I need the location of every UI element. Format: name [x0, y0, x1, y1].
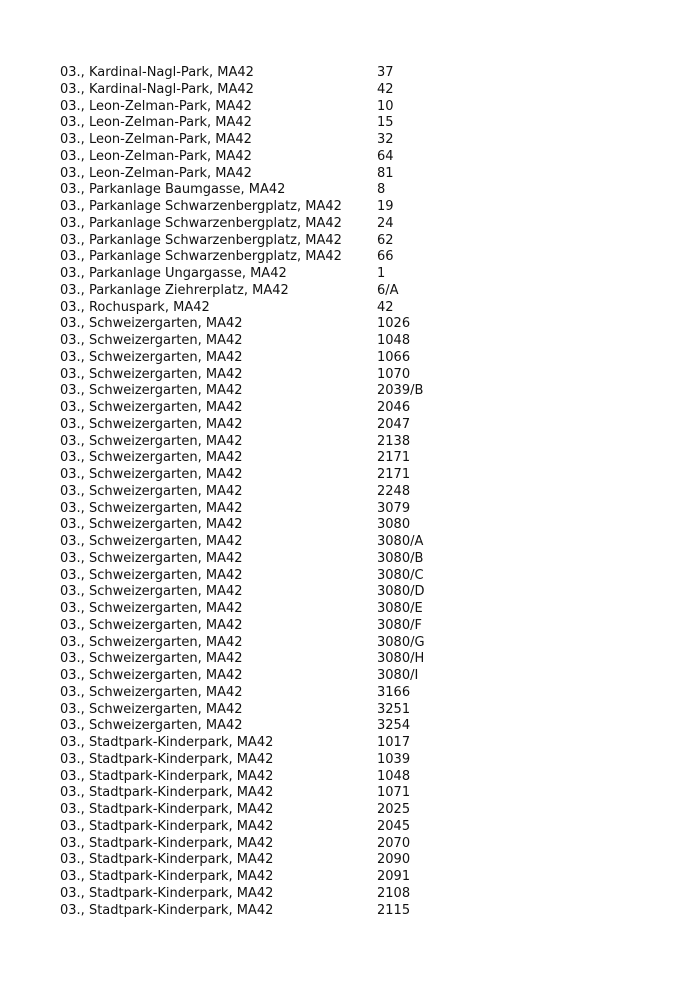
item-number: 62 — [377, 232, 394, 248]
park-name: 03., Schweizergarten, MA42 — [60, 416, 243, 432]
list-item — [60, 802, 660, 819]
park-name: 03., Stadtpark-Kinderpark, MA42 — [60, 885, 274, 901]
park-name: 03., Schweizergarten, MA42 — [60, 316, 243, 332]
item-number: 37 — [377, 65, 394, 80]
list-item — [60, 99, 660, 116]
list-item — [60, 819, 660, 836]
item-number: 3080 — [377, 517, 411, 533]
item-number: 1071 — [377, 785, 411, 801]
list-item — [60, 718, 660, 735]
list-item — [60, 434, 660, 451]
item-number: 66 — [377, 249, 394, 265]
list-item — [60, 233, 660, 250]
park-name: 03., Stadtpark-Kinderpark, MA42 — [60, 802, 274, 817]
list-item — [60, 584, 660, 601]
item-number: 42 — [377, 81, 394, 97]
park-name: 03., Schweizergarten, MA42 — [60, 433, 243, 449]
park-name: 03., Stadtpark-Kinderpark, MA42 — [60, 785, 274, 801]
park-name: 03., Leon-Zelman-Park, MA42 — [60, 148, 252, 164]
list-item — [60, 651, 660, 668]
list-item — [60, 785, 660, 802]
park-name: 03., Kardinal-Nagl-Park, MA42 — [60, 81, 254, 97]
park-name: 03., Parkanlage Baumgasse, MA42 — [60, 182, 286, 198]
list-item — [60, 149, 660, 166]
list-item — [60, 735, 660, 752]
item-number: 1026 — [377, 316, 411, 332]
park-name: 03., Schweizergarten, MA42 — [60, 550, 243, 566]
park-name: 03., Schweizergarten, MA42 — [60, 467, 243, 482]
park-name: 03., Schweizergarten, MA42 — [60, 483, 243, 499]
list-item — [60, 199, 660, 216]
list-item — [60, 601, 660, 618]
item-number: 3080/F — [377, 617, 422, 633]
item-number: 2045 — [377, 818, 411, 834]
list-item — [60, 367, 660, 384]
list-item — [60, 685, 660, 702]
item-number: 15 — [377, 115, 394, 131]
list-item — [60, 702, 660, 719]
park-name: 03., Schweizergarten, MA42 — [60, 534, 243, 549]
park-name: 03., Parkanlage Schwarzenbergplatz, MA42 — [60, 232, 342, 248]
list-item — [60, 166, 660, 183]
item-number: 3080/I — [377, 668, 419, 683]
list-item — [60, 400, 660, 417]
list-item — [60, 618, 660, 635]
park-name: 03., Schweizergarten, MA42 — [60, 617, 243, 633]
list-item — [60, 266, 660, 283]
list-item — [60, 467, 660, 484]
park-name: 03., Stadtpark-Kinderpark, MA42 — [60, 818, 274, 834]
item-number: 2047 — [377, 416, 411, 432]
item-number: 3254 — [377, 718, 411, 734]
park-name: 03., Schweizergarten, MA42 — [60, 383, 243, 399]
park-name: 03., Kardinal-Nagl-Park, MA42 — [60, 65, 254, 80]
item-number: 2115 — [377, 902, 411, 918]
item-number: 1048 — [377, 333, 411, 348]
park-name: 03., Schweizergarten, MA42 — [60, 684, 243, 700]
item-number: 6/A — [377, 282, 399, 298]
item-number: 2248 — [377, 483, 411, 499]
list-item — [60, 82, 660, 99]
list-item — [60, 517, 660, 534]
list-item — [60, 316, 660, 333]
item-number: 2138 — [377, 433, 411, 449]
list-item — [60, 65, 660, 82]
park-name: 03., Schweizergarten, MA42 — [60, 668, 243, 683]
park-name: 03., Stadtpark-Kinderpark, MA42 — [60, 835, 274, 851]
list-item — [60, 635, 660, 652]
list-item — [60, 350, 660, 367]
park-name: 03., Schweizergarten, MA42 — [60, 366, 243, 382]
item-number: 3080/D — [377, 584, 425, 600]
list-item — [60, 568, 660, 585]
park-name: 03., Rochuspark, MA42 — [60, 299, 210, 315]
park-name: 03., Parkanlage Ungargasse, MA42 — [60, 266, 287, 281]
item-number: 32 — [377, 132, 394, 147]
park-name: 03., Stadtpark-Kinderpark, MA42 — [60, 852, 274, 868]
park-name: 03., Stadtpark-Kinderpark, MA42 — [60, 751, 274, 767]
list-item — [60, 417, 660, 434]
park-name: 03., Leon-Zelman-Park, MA42 — [60, 98, 252, 114]
park-name: 03., Schweizergarten, MA42 — [60, 450, 243, 466]
item-number: 3251 — [377, 701, 411, 717]
item-number: 42 — [377, 299, 394, 315]
item-number: 1 — [377, 266, 386, 281]
list-item — [60, 769, 660, 786]
park-name: 03., Leon-Zelman-Park, MA42 — [60, 165, 252, 181]
list-item — [60, 903, 660, 920]
list-item — [60, 283, 660, 300]
item-number: 64 — [377, 148, 394, 164]
item-number: 2108 — [377, 885, 411, 901]
item-number: 2046 — [377, 400, 411, 415]
park-name: 03., Parkanlage Schwarzenbergplatz, MA42 — [60, 199, 342, 214]
list-item — [60, 668, 660, 685]
park-name: 03., Stadtpark-Kinderpark, MA42 — [60, 902, 274, 918]
park-name: 03., Schweizergarten, MA42 — [60, 584, 243, 600]
item-number: 3080/H — [377, 651, 425, 667]
item-number: 2039/B — [377, 383, 424, 399]
item-number: 10 — [377, 98, 394, 114]
park-name: 03., Stadtpark-Kinderpark, MA42 — [60, 735, 274, 750]
list-item — [60, 484, 660, 501]
park-name: 03., Leon-Zelman-Park, MA42 — [60, 132, 252, 147]
item-number: 2090 — [377, 852, 411, 868]
list-item — [60, 333, 660, 350]
item-number: 3080/C — [377, 567, 424, 583]
park-name: 03., Schweizergarten, MA42 — [60, 701, 243, 717]
list-item — [60, 182, 660, 199]
park-name: 03., Stadtpark-Kinderpark, MA42 — [60, 768, 274, 784]
item-number: 8 — [377, 182, 386, 198]
item-number: 2171 — [377, 450, 411, 466]
item-number: 1039 — [377, 751, 411, 767]
list-item — [60, 216, 660, 233]
park-name: 03., Schweizergarten, MA42 — [60, 718, 243, 734]
item-number: 3166 — [377, 684, 411, 700]
park-name: 03., Stadtpark-Kinderpark, MA42 — [60, 869, 274, 884]
park-number-list — [60, 65, 660, 919]
list-item — [60, 852, 660, 869]
list-item — [60, 551, 660, 568]
item-number: 3080/A — [377, 534, 424, 549]
item-number: 1066 — [377, 349, 411, 365]
list-item — [60, 383, 660, 400]
item-number: 81 — [377, 165, 394, 181]
park-name: 03., Parkanlage Schwarzenbergplatz, MA42 — [60, 249, 342, 265]
park-name: 03., Parkanlage Ziehrerplatz, MA42 — [60, 282, 289, 298]
item-number: 19 — [377, 199, 394, 214]
item-number: 24 — [377, 215, 394, 231]
item-number: 3080/G — [377, 634, 425, 650]
list-item — [60, 249, 660, 266]
list-item — [60, 450, 660, 467]
item-number: 2091 — [377, 869, 411, 884]
item-number: 2171 — [377, 467, 411, 482]
item-number: 3080/E — [377, 601, 423, 616]
item-number: 3079 — [377, 500, 411, 516]
item-number: 1070 — [377, 366, 411, 382]
list-item — [60, 534, 660, 551]
park-name: 03., Schweizergarten, MA42 — [60, 634, 243, 650]
park-name: 03., Schweizergarten, MA42 — [60, 400, 243, 415]
list-item — [60, 836, 660, 853]
list-item — [60, 115, 660, 132]
park-name: 03., Schweizergarten, MA42 — [60, 500, 243, 516]
list-item — [60, 300, 660, 317]
park-name: 03., Schweizergarten, MA42 — [60, 517, 243, 533]
park-name: 03., Parkanlage Schwarzenbergplatz, MA42 — [60, 215, 342, 231]
item-number: 1048 — [377, 768, 411, 784]
park-name: 03., Schweizergarten, MA42 — [60, 567, 243, 583]
list-item — [60, 132, 660, 149]
park-name: 03., Leon-Zelman-Park, MA42 — [60, 115, 252, 131]
park-name: 03., Schweizergarten, MA42 — [60, 651, 243, 667]
list-item — [60, 752, 660, 769]
item-number: 1017 — [377, 735, 411, 750]
item-number: 3080/B — [377, 550, 424, 566]
park-name: 03., Schweizergarten, MA42 — [60, 349, 243, 365]
list-item — [60, 501, 660, 518]
park-name: 03., Schweizergarten, MA42 — [60, 333, 243, 348]
item-number: 2025 — [377, 802, 411, 817]
item-number: 2070 — [377, 835, 411, 851]
list-item — [60, 886, 660, 903]
park-name: 03., Schweizergarten, MA42 — [60, 601, 243, 616]
list-item — [60, 869, 660, 886]
